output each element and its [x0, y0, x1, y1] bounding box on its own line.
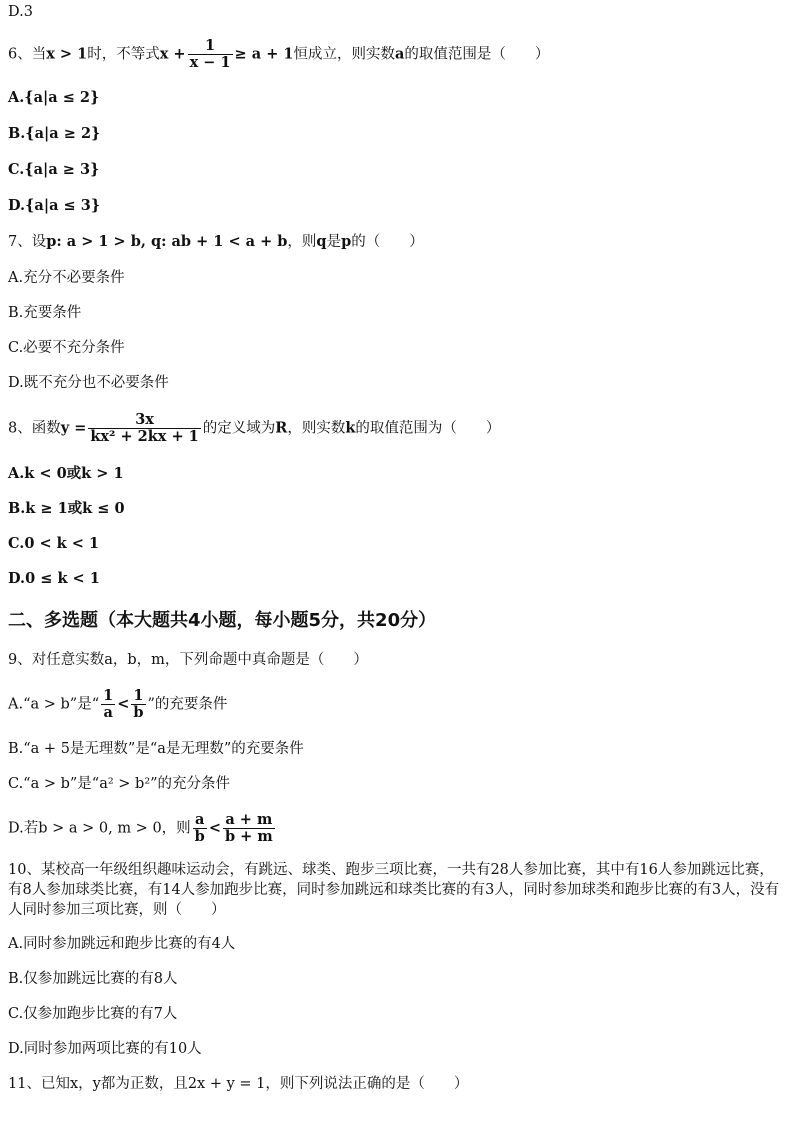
q9-option-a	[8, 688, 227, 721]
q7-math: q	[316, 233, 327, 250]
q8-math: k	[345, 419, 356, 437]
denominator: b	[133, 704, 144, 721]
q8-text: 的定义域为	[202, 420, 276, 437]
numerator: 1	[133, 687, 144, 704]
q9-option-c: C.“a > b”是“a² > b²”的充分条件	[8, 776, 231, 792]
q6-text: 6、当	[8, 46, 47, 63]
q8-text: ，则实数	[287, 420, 346, 437]
q9d-math: <	[208, 819, 221, 837]
q8-math: y =	[60, 419, 87, 437]
numerator: 3x	[135, 411, 154, 428]
section-heading: 二、多选题（本大题共4小题，每小题5分，共20分）	[8, 610, 437, 631]
q9d-text: D.若b > a > 0, m > 0，则	[8, 820, 191, 837]
q10-option-a: A.同时参加跳远和跑步比赛的有4人	[8, 936, 236, 952]
q7-math: p: a > 1 > b, q: ab + 1 < a + b	[46, 233, 288, 250]
q6-option-b: B.{a|a ≥ 2}	[8, 125, 101, 142]
question-9: 9、对任意实数a，b，m，下列命题中真命题是（ ）	[8, 652, 368, 668]
denominator: b + m	[224, 828, 273, 845]
denominator: kx² + 2kx + 1	[90, 428, 199, 445]
q6-text: 恒成立，则实数	[293, 46, 395, 63]
question-7	[8, 232, 424, 252]
q8-option-b: B.k ≥ 1或k ≤ 0	[8, 500, 125, 517]
q6-option-a: A.{a|a ≤ 2}	[8, 89, 100, 106]
q7-text: ，则	[287, 234, 317, 250]
fraction	[193, 812, 207, 845]
question-8	[8, 412, 500, 445]
q8-option-c: C.0 < k < 1	[8, 535, 100, 552]
q6-option-c: C.{a|a ≥ 3}	[8, 161, 100, 178]
denominator: b	[194, 828, 205, 845]
q10-option-c: C.仅参加跑步比赛的有7人	[8, 1006, 178, 1022]
question-11: 11、已知x，y都为正数，且2x + y = 1，则下列说法正确的是（ ）	[8, 1076, 469, 1092]
q6-option-d: D.{a|a ≤ 3}	[8, 197, 101, 214]
q7-option-d: D.既不充分也不必要条件	[8, 375, 169, 391]
fraction	[88, 412, 200, 445]
q9a-math: <	[117, 695, 130, 713]
fraction	[223, 812, 275, 845]
q7-math: p	[341, 233, 352, 250]
q8-option-d: D.0 ≤ k < 1	[8, 570, 100, 587]
numerator: a	[195, 811, 205, 828]
q7-option-c: C.必要不充分条件	[8, 340, 125, 356]
q6-math: a	[394, 45, 405, 63]
numerator: 1	[205, 37, 216, 54]
q7-text: 的（ ）	[351, 234, 424, 250]
numerator: a + m	[225, 811, 273, 828]
q8-text: 的取值范围为（ ）	[355, 420, 501, 437]
q6-text: 的取值范围是（ ）	[404, 46, 550, 63]
q7-text: 7、设	[8, 234, 47, 250]
fraction	[101, 688, 115, 721]
question-10: 10、某校高一年级组织趣味运动会，有跳远、球类、跑步三项比赛，一共有28人参加比赛，其中有16人参加跳远比赛，有8人参加球类比赛，有14人参加跑步比赛，同时参加跳远和球类比赛的有3人，同时参加球类和跑步比赛的有3人，没有人同时参加三项比赛，则（ ）	[8, 862, 780, 918]
fraction	[131, 688, 145, 721]
q6-text: 时，不等式	[87, 46, 160, 63]
q7-text: 是	[326, 234, 342, 250]
q9a-text: ”的充要条件	[147, 696, 228, 713]
q6-math: ≥ a + 1	[234, 45, 294, 63]
question-6	[8, 38, 549, 71]
q6-math: x +	[159, 45, 186, 63]
q8-math: R	[275, 419, 288, 437]
q8-option-a: A.k < 0或k > 1	[8, 465, 124, 482]
q9-option-b: B.“a + 5是无理数”是“a是无理数”的充要条件	[8, 741, 304, 757]
q8-text: 8、函数	[8, 420, 61, 437]
option-d: D.3	[8, 4, 33, 20]
q10-option-d: D.同时参加两项比赛的有10人	[8, 1041, 202, 1057]
q7-option-b: B.充要条件	[8, 305, 82, 321]
denominator: x − 1	[189, 54, 231, 71]
q7-option-a: A.充分不必要条件	[8, 270, 125, 286]
q6-math: x > 1	[46, 45, 88, 63]
fraction	[188, 38, 233, 71]
numerator: 1	[103, 687, 114, 704]
q9a-text: A.“a > b”是“	[8, 696, 100, 713]
q9-option-d	[8, 812, 277, 845]
q10-option-b: B.仅参加跳远比赛的有8人	[8, 971, 178, 987]
denominator: a	[103, 704, 113, 721]
